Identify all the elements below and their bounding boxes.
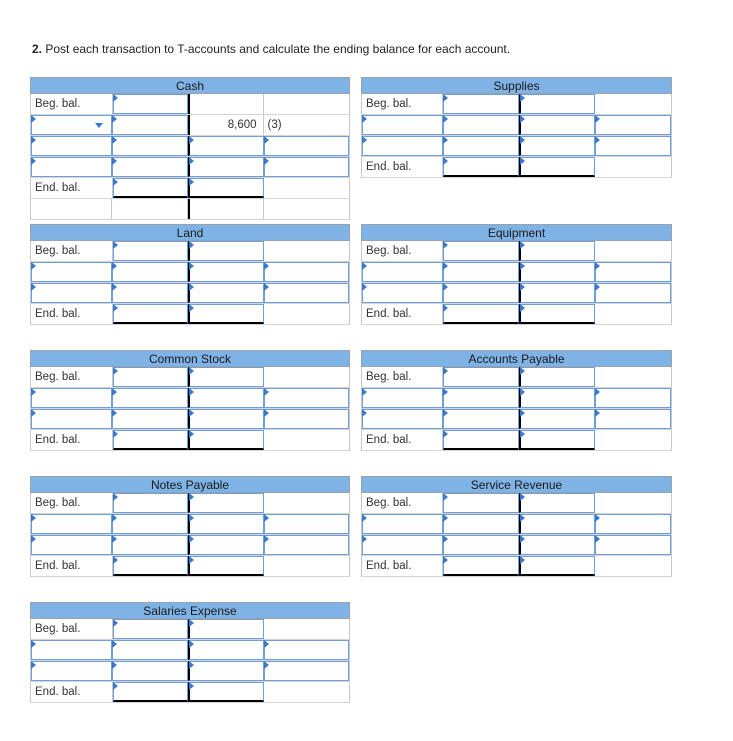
beg-bal-label: Beg. bal. — [362, 367, 443, 387]
ref-input[interactable] — [264, 157, 349, 177]
debit-input[interactable] — [112, 535, 188, 555]
t-account-salaries-expense — [30, 602, 350, 703]
debit-input[interactable] — [443, 136, 519, 156]
t-account-title: Common Stock — [30, 350, 350, 367]
beg-bal-label: Beg. bal. — [31, 367, 113, 387]
credit-input[interactable] — [188, 283, 264, 303]
debit-input[interactable] — [112, 115, 188, 135]
ref-input[interactable] — [264, 661, 349, 681]
credit-input[interactable] — [519, 94, 595, 114]
credit-input[interactable] — [188, 388, 264, 408]
credit-input[interactable] — [188, 409, 264, 429]
ref-input[interactable] — [264, 409, 349, 429]
ref-input[interactable] — [362, 409, 443, 429]
ref-input[interactable] — [31, 136, 112, 156]
ref-input[interactable] — [31, 640, 112, 660]
ref-input[interactable] — [595, 535, 672, 555]
t-account-title: Salaries Expense — [30, 602, 350, 619]
debit-input[interactable] — [113, 94, 189, 114]
end-debit-input[interactable] — [113, 304, 189, 324]
credit-input[interactable] — [188, 640, 264, 660]
end-debit-input[interactable] — [443, 556, 519, 576]
credit-input[interactable] — [519, 409, 595, 429]
beg-bal-label: Beg. bal. — [31, 619, 113, 639]
debit-input[interactable] — [112, 283, 188, 303]
end-bal-label: End. bal. — [31, 556, 113, 576]
end-debit-input[interactable] — [113, 682, 189, 702]
ref-input[interactable] — [595, 283, 672, 303]
end-credit-input[interactable] — [519, 430, 595, 450]
credit-input[interactable] — [188, 136, 264, 156]
credit-input[interactable] — [188, 157, 264, 177]
credit-input[interactable] — [188, 367, 264, 387]
ref-input[interactable] — [31, 262, 112, 282]
beg-bal-row — [361, 94, 672, 115]
debit-input[interactable] — [443, 388, 519, 408]
end-credit-input[interactable] — [519, 304, 595, 324]
debit-input[interactable] — [443, 514, 519, 534]
end-credit-input[interactable] — [188, 304, 264, 324]
entry-row — [30, 115, 350, 136]
end-bal-row — [30, 178, 350, 199]
end-credit-input[interactable] — [188, 556, 264, 576]
t-account-cash — [30, 77, 350, 220]
blank-cell — [264, 178, 349, 198]
end-bal-label: End. bal. — [362, 430, 443, 450]
end-bal-label: End. bal. — [362, 556, 443, 576]
t-account-service-revenue — [361, 476, 672, 577]
credit-input[interactable] — [519, 367, 595, 387]
credit-ref-blank — [264, 94, 349, 114]
t-account-title: Supplies — [361, 77, 672, 94]
debit-input[interactable] — [113, 367, 189, 387]
ref-input[interactable] — [362, 115, 443, 135]
end-debit-input[interactable] — [113, 556, 189, 576]
instruction-text: Post each transaction to T-accounts and calculate the ending balance for each account. — [42, 42, 511, 56]
credit-input[interactable] — [519, 241, 595, 261]
instruction — [32, 42, 510, 56]
debit-input[interactable] — [443, 283, 519, 303]
instruction-number: 2. — [32, 42, 43, 56]
ref-input[interactable] — [362, 514, 443, 534]
ref-input[interactable] — [264, 535, 349, 555]
t-account-land — [30, 224, 350, 325]
beg-bal-row — [30, 94, 350, 115]
ref-input[interactable] — [264, 136, 349, 156]
blank-row — [30, 199, 350, 220]
credit-input[interactable] — [188, 262, 264, 282]
account-select[interactable] — [31, 115, 112, 135]
t-account-supplies — [361, 77, 672, 178]
credit-input[interactable] — [188, 514, 264, 534]
ref-input[interactable] — [595, 115, 672, 135]
debit-input[interactable] — [443, 241, 519, 261]
debit-input[interactable] — [113, 241, 189, 261]
debit-input[interactable] — [443, 493, 519, 513]
entry-row — [361, 136, 672, 157]
debit-input[interactable] — [112, 640, 188, 660]
entry-row — [30, 157, 350, 178]
ref-input[interactable] — [362, 136, 443, 156]
debit-input[interactable] — [112, 262, 188, 282]
debit-input[interactable] — [113, 493, 189, 513]
credit-input[interactable] — [519, 493, 595, 513]
t-account-title: Notes Payable — [30, 476, 350, 493]
beg-bal-label: Beg. bal. — [362, 493, 443, 513]
beg-bal-label: Beg. bal. — [31, 493, 113, 513]
ref-input[interactable] — [31, 409, 112, 429]
t-account-accounts-payable — [361, 350, 672, 451]
end-bal-label: End. bal. — [31, 304, 113, 324]
debit-input[interactable] — [443, 367, 519, 387]
credit-input[interactable] — [519, 115, 595, 135]
end-bal-label: End. bal. — [362, 304, 443, 324]
end-debit-input[interactable] — [443, 430, 519, 450]
credit-input[interactable] — [519, 535, 595, 555]
entry-row — [30, 136, 350, 157]
ref-input[interactable] — [362, 262, 443, 282]
ref-input[interactable] — [31, 283, 112, 303]
debit-input[interactable] — [443, 262, 519, 282]
credit-input[interactable] — [188, 241, 264, 261]
t-account-title: Equipment — [361, 224, 672, 241]
t-account-title: Land — [30, 224, 350, 241]
debit-input[interactable] — [443, 94, 519, 114]
end-debit-input[interactable] — [443, 304, 519, 324]
ref-input[interactable] — [31, 535, 112, 555]
end-credit-input[interactable] — [519, 556, 595, 576]
t-account-equipment — [361, 224, 672, 325]
t-account-title: Accounts Payable — [361, 350, 672, 367]
credit-ref: (3) — [267, 119, 282, 131]
credit-input[interactable] — [519, 283, 595, 303]
ref-input[interactable] — [31, 661, 112, 681]
t-account-notes-payable — [30, 476, 350, 577]
ref-input[interactable] — [362, 388, 443, 408]
ref-input[interactable] — [362, 535, 443, 555]
debit-input[interactable] — [113, 619, 189, 639]
end-bal-label: End. bal. — [31, 682, 113, 702]
ref-input[interactable] — [362, 283, 443, 303]
beg-bal-label: Beg. bal. — [31, 241, 113, 261]
ref-input[interactable] — [31, 157, 112, 177]
blank-cell — [595, 157, 671, 177]
debit-input[interactable] — [112, 157, 188, 177]
beg-bal-label: Beg. bal. — [362, 94, 443, 114]
end-debit-input[interactable] — [113, 178, 189, 198]
end-debit-input[interactable] — [113, 430, 189, 450]
t-account-title: Cash — [30, 77, 350, 94]
end-debit-input[interactable] — [443, 157, 519, 177]
ref-input[interactable] — [595, 388, 672, 408]
credit-blank — [188, 94, 264, 114]
debit-input[interactable] — [112, 661, 188, 681]
ref-input[interactable] — [31, 514, 112, 534]
beg-bal-label: Beg. bal. — [31, 94, 113, 114]
ref-input[interactable] — [595, 136, 672, 156]
t-account-title: Service Revenue — [361, 476, 672, 493]
end-credit-input[interactable] — [188, 430, 264, 450]
ref-input[interactable] — [31, 388, 112, 408]
entry-row — [361, 115, 672, 136]
debit-input[interactable] — [443, 115, 519, 135]
debit-input[interactable] — [112, 409, 188, 429]
credit-input[interactable] — [519, 514, 595, 534]
debit-input[interactable] — [112, 388, 188, 408]
end-bal-label: End. bal. — [31, 430, 113, 450]
credit-input[interactable] — [519, 136, 595, 156]
beg-bal-label: Beg. bal. — [362, 241, 443, 261]
end-credit-input[interactable] — [188, 682, 264, 702]
credit-input[interactable] — [188, 493, 264, 513]
credit-input[interactable] — [188, 535, 264, 555]
end-bal-row — [361, 157, 672, 178]
ref-input[interactable] — [595, 409, 672, 429]
end-bal-label: End. bal. — [31, 178, 113, 198]
end-credit-input[interactable] — [519, 157, 595, 177]
credit-input[interactable] — [188, 619, 264, 639]
ref-input[interactable] — [264, 283, 349, 303]
blank-cell — [595, 94, 671, 114]
debit-input[interactable] — [443, 409, 519, 429]
debit-input[interactable] — [112, 514, 188, 534]
t-account-common-stock — [30, 350, 350, 451]
ref-input[interactable] — [264, 640, 349, 660]
debit-input[interactable] — [443, 535, 519, 555]
ref-input[interactable] — [595, 514, 672, 534]
credit-input[interactable] — [188, 661, 264, 681]
end-credit-input[interactable] — [188, 178, 264, 198]
credit-value: 8,600 — [188, 115, 264, 135]
ref-input[interactable] — [264, 262, 349, 282]
ref-input[interactable] — [264, 514, 349, 534]
debit-input[interactable] — [112, 136, 188, 156]
credit-input[interactable] — [519, 262, 595, 282]
ref-input[interactable] — [595, 262, 672, 282]
ref-input[interactable] — [264, 388, 349, 408]
end-bal-label: End. bal. — [362, 157, 443, 177]
credit-input[interactable] — [519, 388, 595, 408]
